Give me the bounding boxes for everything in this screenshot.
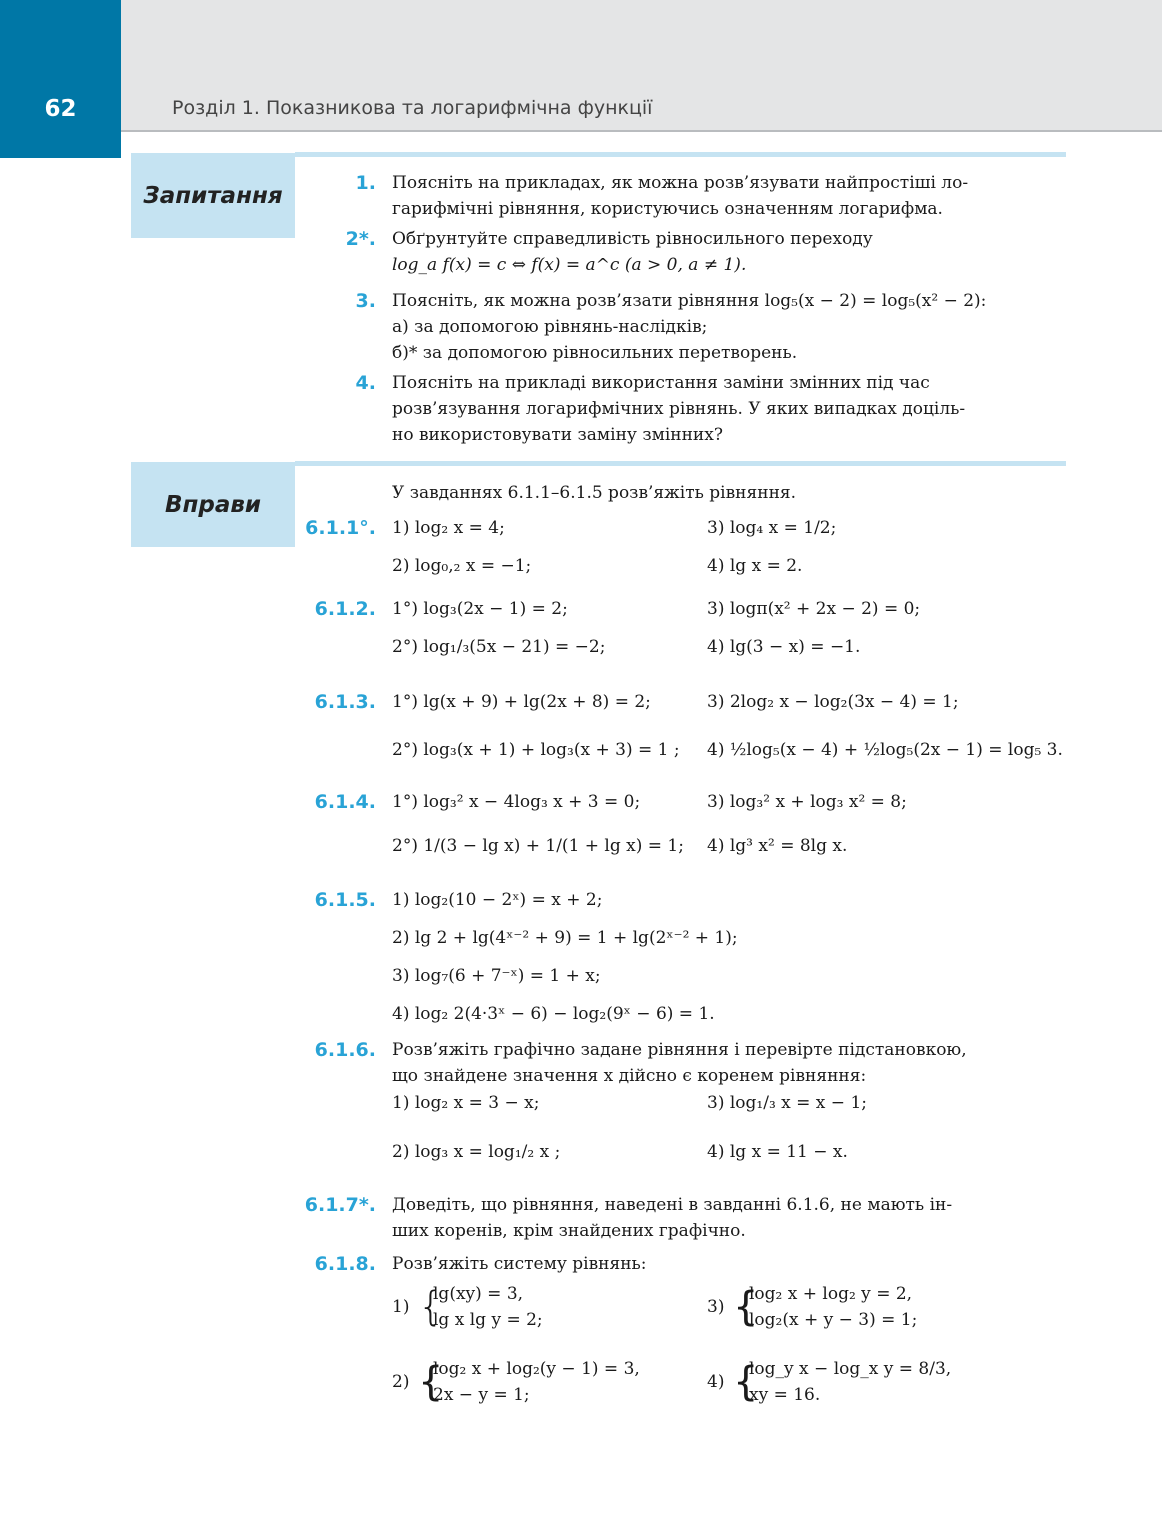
equation: 3) 2log₂ x − log₂(3x − 4) = 1;	[707, 692, 959, 712]
question-text: Поясніть на прикладі використання заміни змінних під час розв’язування логарифмічних рівнянь. У яких випадках доціль- но використовувати заміну змінних?	[392, 373, 966, 445]
system-brace: {	[733, 1284, 759, 1330]
equation: 2) log₃ x = log₁/₂ x ;	[392, 1142, 561, 1162]
equation: 2°) log₁/₃(5x − 21) = −2;	[392, 637, 606, 657]
system-equations: lg(xy) = 3, lg x lg y = 2;	[433, 1284, 543, 1330]
equation: 2°) 1/(3 − lg x) + 1/(1 + lg x) = 1;	[392, 836, 684, 856]
system-brace: {	[418, 1284, 444, 1330]
exercises-label-box	[131, 462, 295, 547]
equation: 4) log₂ 2(4·3ˣ − 6) − log₂(9ˣ − 6) = 1.	[392, 1004, 715, 1024]
equation: 4) lg(3 − x) = −1.	[707, 637, 861, 657]
question-number: 3.	[355, 290, 376, 312]
exercise-number: 6.1.6.	[314, 1039, 376, 1061]
system-label: 1)	[392, 1297, 410, 1317]
equation: 3) log₃² x + log₃ x² = 8;	[707, 792, 907, 812]
exercises-rule	[295, 461, 1066, 466]
question-text: Поясніть, як можна розв’язати рівняння log₅(x − 2) = log₅(x² − 2): а) за допомогою рівнянь-наслідків; б)* за допомогою рівносильних перетворень.	[392, 291, 987, 363]
system-brace: {	[733, 1359, 759, 1405]
equation: 4) lg x = 2.	[707, 556, 803, 576]
header-rule	[121, 130, 1162, 132]
equation: 3) log₄ x = 1/2;	[707, 518, 837, 538]
exercise-number: 6.1.3.	[314, 691, 376, 713]
equation: 1) log₂(10 − 2ˣ) = x + 2;	[392, 890, 603, 910]
exercise-number: 6.1.4.	[314, 791, 376, 813]
questions-title: Запитання	[143, 182, 283, 209]
question-formula: log_a f(x) = c ⇔ f(x) = a^c (a > 0, a ≠ 1).	[392, 255, 747, 275]
equation: 1) log₂ x = 3 − x;	[392, 1093, 540, 1113]
exercise-number: 6.1.7*.	[304, 1194, 376, 1216]
equation: 4) ½log₅(x − 4) + ½log₅(2x − 1) = log₅ 3.	[707, 740, 1063, 760]
equation: 3) log₇(6 + 7⁻ˣ) = 1 + x;	[392, 966, 601, 986]
exercise-number: 6.1.5.	[314, 889, 376, 911]
equation: 1) log₂ x = 4;	[392, 518, 505, 538]
exercise-number: 6.1.8.	[314, 1253, 376, 1275]
equation: 1°) log₃(2x − 1) = 2;	[392, 599, 568, 619]
exercise-text: Доведіть, що рівняння, наведені в завданні 6.1.6, не мають ін- ших коренів, крім знайдених графічно.	[392, 1195, 953, 1241]
system-label: 2)	[392, 1372, 410, 1392]
questions-rule	[295, 152, 1066, 157]
page-number: 62	[44, 96, 77, 122]
system-equations: log₂ x + log₂(y − 1) = 3, 2x − y = 1;	[433, 1359, 640, 1405]
exercise-number: 6.1.1°.	[305, 517, 376, 539]
system-label: 4)	[707, 1372, 725, 1392]
equation: 3) logπ(x² + 2x − 2) = 0;	[707, 599, 921, 619]
page-number-tab	[0, 0, 121, 158]
system-label: 3)	[707, 1297, 725, 1317]
exercises-title: Вправи	[164, 491, 262, 518]
question-text: Поясніть на прикладах, як можна розв’язувати найпростіші ло- гарифмічні рівняння, користуючись означенням логарифма.	[392, 173, 969, 219]
system-equations: log_y x − log_x y = 8/3, xy = 16.	[749, 1359, 952, 1405]
equation: 1°) log₃² x − 4log₃ x + 3 = 0;	[392, 792, 641, 812]
equation: 1°) lg(x + 9) + lg(2x + 8) = 2;	[392, 692, 651, 712]
exercises-intro: У завданнях 6.1.1–6.1.5 розв’яжіть рівняння.	[392, 483, 797, 503]
exercise-text: Розв’яжіть графічно задане рівняння і перевірте підстановкою, що знайдене значення x дійсно є коренем рівняння:	[392, 1040, 967, 1086]
equation: 2) lg 2 + lg(4ˣ⁻² + 9) = 1 + lg(2ˣ⁻² + 1);	[392, 928, 738, 948]
equation: 4) lg x = 11 − x.	[707, 1142, 848, 1162]
question-number: 1.	[355, 172, 376, 194]
equation: 2) log₀,₂ x = −1;	[392, 556, 532, 576]
question-text: Обґрунтуйте справедливість рівносильного переходу log_a f(x) = c ⇔ f(x) = a^c (a > 0, a ≠ 1).	[392, 226, 1066, 278]
equation: 3) log₁/₃ x = x − 1;	[707, 1093, 867, 1113]
question-number: 4.	[355, 372, 376, 394]
system-brace: {	[418, 1359, 444, 1405]
question-number: 2*.	[345, 228, 376, 250]
exercise-number: 6.1.2.	[314, 598, 376, 620]
exercise-text: Розв’яжіть систему рівнянь:	[392, 1254, 647, 1274]
questions-label-box	[131, 153, 295, 238]
system-equations: log₂ x + log₂ y = 2, log₂(x + y − 3) = 1;	[749, 1284, 918, 1330]
chapter-title: Розділ 1. Показникова та логарифмічна функції	[172, 97, 653, 119]
equation: 2°) log₃(x + 1) + log₃(x + 3) = 1 ;	[392, 740, 680, 760]
equation: 4) lg³ x² = 8lg x.	[707, 836, 848, 856]
